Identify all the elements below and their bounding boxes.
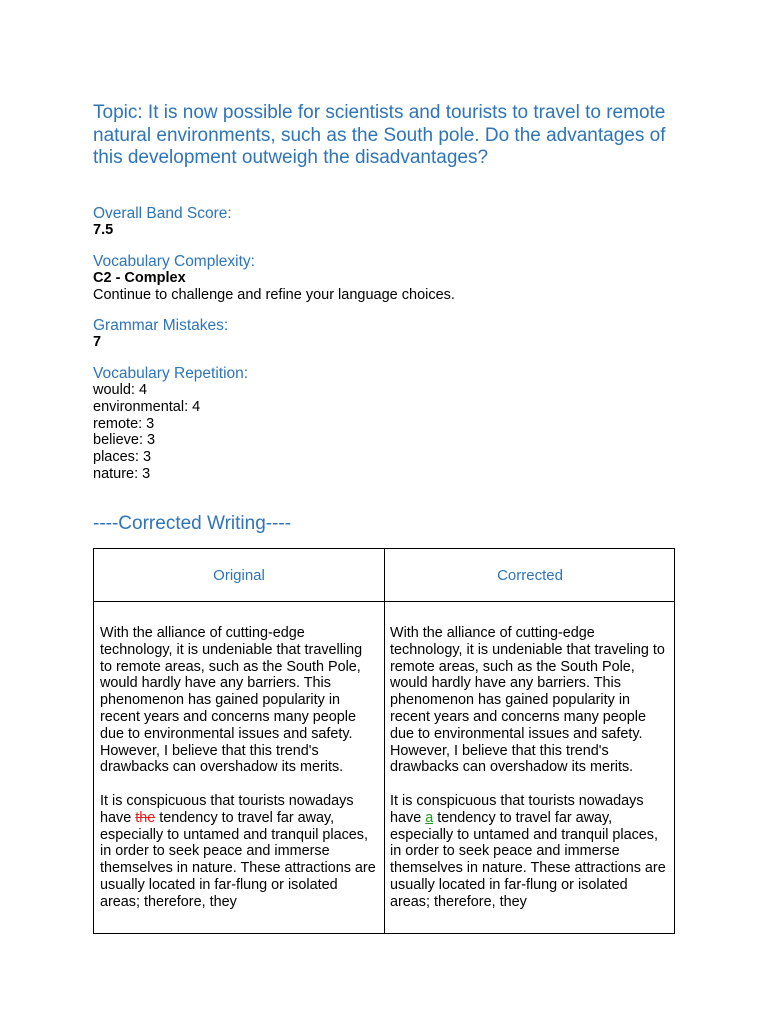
deleted-word-mark: the [135, 809, 156, 826]
corrected-writing-heading: ----Corrected Writing---- [93, 513, 292, 534]
corrected-text-cell [390, 625, 668, 927]
original-p2-after: tendency to travel far away, especially to untamed and tranquil places, in order to seek peace and immerse themselves in nature. These attractions are usually located in far-flung or isolated areas; therefore, they [100, 809, 376, 910]
comparison-table [93, 548, 675, 934]
vocab-complexity-value: C2 - Complex [93, 270, 186, 286]
vocab-complexity-section [93, 253, 455, 304]
grammar-value: 7 [93, 334, 102, 350]
original-paragraph-1: With the alliance of cutting-edge technology, it is undeniable that travelling to remote areas, such as the South Pole, would hardly have any barriers. This phenomenon has gained popularity in recent years and concerns many people due to environmental issues and safety. However, I believe that this trend's drawbacks can overshadow its merits. [100, 625, 363, 776]
vocab-complexity-label: Vocabulary Complexity: [93, 253, 255, 270]
overall-band-label: Overall Band Score: [93, 205, 232, 222]
repetition-item: places: 3 [93, 449, 152, 466]
grammar-label: Grammar Mistakes: [93, 317, 229, 334]
grammar-section [93, 317, 228, 351]
table-column-divider [384, 549, 385, 933]
overall-band-section [93, 205, 232, 239]
vocab-complexity-note: Continue to challenge and refine your language choices. [93, 286, 455, 303]
repetition-item: environmental: 4 [93, 398, 201, 415]
corrected-column-header: Corrected [497, 566, 563, 584]
repetition-item: remote: 3 [93, 415, 155, 432]
corrected-p2-after: tendency to travel far away, especially to untamed and tranquil places, in order to seek peace and immerse themselves in nature. These attractions are usually located in far-flung or isolated areas; therefore, they [390, 809, 666, 910]
table-header-divider [94, 601, 674, 602]
corrected-paragraph-2 [390, 793, 668, 911]
repetition-item: nature: 3 [93, 465, 151, 482]
inserted-word-mark: a [425, 809, 434, 826]
original-text-cell [100, 625, 378, 927]
repetition-section [93, 365, 248, 483]
repetition-item: would: 4 [93, 382, 148, 398]
corrected-paragraph-1: With the alliance of cutting-edge technology, it is undeniable that traveling to remote areas, such as the South Pole, would hardly have any barriers. This phenomenon has gained popularity in recent years and concerns many people due to environmental issues and safety. However, I believe that this trend's drawbacks can overshadow its merits. [390, 625, 665, 776]
repetition-label: Vocabulary Repetition: [93, 365, 249, 382]
topic-heading: Topic: It is now possible for scientists and tourists to travel to remote natural environments, such as the South pole. Do the advantages of this development outweigh the disadvantages? [93, 102, 666, 168]
original-p2-before: It is conspicuous that tourists nowadays have [100, 792, 354, 826]
repetition-list [93, 382, 248, 483]
original-column-header: Original [213, 566, 265, 584]
original-paragraph-2 [100, 793, 378, 911]
corrected-p2-before: It is conspicuous that tourists nowadays have [390, 792, 644, 826]
repetition-item: believe: 3 [93, 432, 156, 449]
overall-band-value: 7.5 [93, 222, 114, 238]
